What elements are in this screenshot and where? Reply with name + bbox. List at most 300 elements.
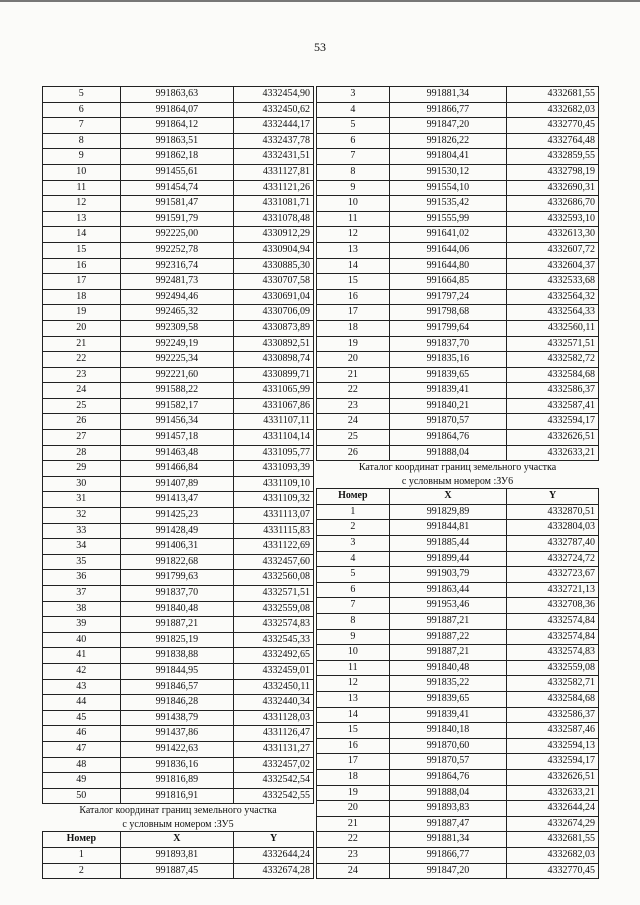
y-coordinate: 4331081,71: [234, 196, 314, 212]
x-coordinate: 991840,48: [389, 660, 507, 676]
point-number: 14: [317, 707, 390, 723]
y-coordinate: 4332674,28: [234, 863, 314, 879]
point-number: 37: [43, 586, 121, 602]
point-number: 33: [43, 523, 121, 539]
y-coordinate: 4330691,04: [234, 289, 314, 305]
y-coordinate: 4332457,60: [234, 554, 314, 570]
y-coordinate: 4332587,46: [507, 723, 599, 739]
y-coordinate: 4332594,13: [507, 738, 599, 754]
x-coordinate: 991839,41: [389, 383, 507, 399]
table-row: [317, 164, 599, 180]
y-coordinate: 4332440,34: [234, 695, 314, 711]
point-number: 5: [317, 118, 390, 134]
table-row: [317, 258, 599, 274]
x-coordinate: 991888,04: [389, 445, 507, 461]
x-coordinate: 991816,89: [120, 773, 234, 789]
x-coordinate: 991466,84: [120, 461, 234, 477]
y-coordinate: 4332626,51: [507, 769, 599, 785]
y-coordinate: 4332593,10: [507, 211, 599, 227]
y-coordinate: 4332584,68: [507, 691, 599, 707]
table-row: [43, 305, 314, 321]
table-row: [317, 676, 599, 692]
y-coordinate: 4332571,51: [507, 336, 599, 352]
point-number: 2: [317, 520, 390, 536]
x-coordinate: 991406,31: [120, 539, 234, 555]
x-coordinate: 991839,41: [389, 707, 507, 723]
point-number: 12: [317, 227, 390, 243]
point-number: 7: [317, 598, 390, 614]
point-number: 45: [43, 710, 121, 726]
table-row: [43, 863, 314, 879]
table-row: [43, 164, 314, 180]
x-coordinate: 991899,44: [389, 551, 507, 567]
point-number: 17: [317, 754, 390, 770]
y-coordinate: 4332764,48: [507, 133, 599, 149]
point-number: 10: [43, 164, 121, 180]
point-number: 26: [317, 445, 390, 461]
point-number: 6: [43, 102, 121, 118]
table-row: [43, 554, 314, 570]
point-number: 47: [43, 741, 121, 757]
table-row: [43, 601, 314, 617]
point-number: 14: [43, 227, 121, 243]
y-coordinate: 4331115,83: [234, 523, 314, 539]
point-number: 19: [317, 336, 390, 352]
x-coordinate: 992225,34: [120, 352, 234, 368]
x-coordinate: 991644,80: [389, 258, 507, 274]
point-number: 9: [317, 629, 390, 645]
y-coordinate: 4332560,11: [507, 320, 599, 336]
table-row: [43, 180, 314, 196]
zu6-table-body: [317, 504, 599, 878]
table-row: [43, 383, 314, 399]
x-coordinate: 991644,06: [389, 242, 507, 258]
y-coordinate: 4332787,40: [507, 536, 599, 552]
table-row: [317, 520, 599, 536]
x-coordinate: 991425,23: [120, 508, 234, 524]
y-coordinate: 4332574,83: [234, 617, 314, 633]
table-row: [317, 707, 599, 723]
x-coordinate: 992225,00: [120, 227, 234, 243]
y-coordinate: 4332690,31: [507, 180, 599, 196]
left-column: [42, 86, 314, 879]
x-coordinate: 991664,85: [389, 274, 507, 290]
point-number: 13: [317, 242, 390, 258]
left-table-body: [43, 87, 314, 804]
x-coordinate: 992249,19: [120, 336, 234, 352]
table-row: [317, 87, 599, 103]
y-coordinate: 4332681,55: [507, 832, 599, 848]
zu5-header-y: Y: [234, 832, 314, 848]
y-coordinate: 4330892,51: [234, 336, 314, 352]
table-row: [317, 180, 599, 196]
y-coordinate: 4332708,36: [507, 598, 599, 614]
table-row: [43, 508, 314, 524]
x-coordinate: 991870,57: [389, 414, 507, 430]
y-coordinate: 4332457,02: [234, 757, 314, 773]
point-number: 23: [317, 847, 390, 863]
x-coordinate: 991581,47: [120, 196, 234, 212]
x-coordinate: 991864,12: [120, 118, 234, 134]
right-column: [316, 86, 599, 879]
y-coordinate: 4332586,37: [507, 707, 599, 723]
point-number: 14: [317, 258, 390, 274]
table-row: [43, 367, 314, 383]
point-number: 8: [317, 614, 390, 630]
x-coordinate: 992465,32: [120, 305, 234, 321]
point-number: 5: [43, 87, 121, 103]
x-coordinate: 991835,22: [389, 676, 507, 692]
point-number: 4: [317, 102, 390, 118]
point-number: 1: [43, 847, 121, 863]
y-coordinate: 4331127,81: [234, 164, 314, 180]
point-number: 49: [43, 773, 121, 789]
x-coordinate: 991863,51: [120, 133, 234, 149]
table-row: [317, 196, 599, 212]
point-number: 24: [317, 414, 390, 430]
x-coordinate: 991840,18: [389, 723, 507, 739]
point-number: 2: [43, 863, 121, 879]
y-coordinate: 4332770,45: [507, 863, 599, 879]
table-row: [317, 660, 599, 676]
point-number: 11: [317, 660, 390, 676]
x-coordinate: 991588,22: [120, 383, 234, 399]
point-number: 38: [43, 601, 121, 617]
point-number: 32: [43, 508, 121, 524]
y-coordinate: 4332770,45: [507, 118, 599, 134]
x-coordinate: 991864,76: [389, 430, 507, 446]
x-coordinate: 991454,74: [120, 180, 234, 196]
y-coordinate: 4332724,72: [507, 551, 599, 567]
y-coordinate: 4331122,69: [234, 539, 314, 555]
x-coordinate: 991887,21: [389, 614, 507, 630]
table-row: [317, 289, 599, 305]
x-coordinate: 991530,12: [389, 164, 507, 180]
y-coordinate: 4332560,08: [234, 570, 314, 586]
table-row: [317, 504, 599, 520]
zu6-caption: [316, 461, 599, 488]
table-row: [317, 645, 599, 661]
x-coordinate: 992494,46: [120, 289, 234, 305]
table-row: [43, 847, 314, 863]
point-number: 10: [317, 196, 390, 212]
y-coordinate: 4331065,99: [234, 383, 314, 399]
table-row: [317, 242, 599, 258]
point-number: 48: [43, 757, 121, 773]
table-row: [317, 816, 599, 832]
table-row: [43, 492, 314, 508]
y-coordinate: 4332870,51: [507, 504, 599, 520]
y-coordinate: 4331131,27: [234, 741, 314, 757]
zu5-header-x: X: [120, 832, 234, 848]
table-row: [43, 710, 314, 726]
x-coordinate: 991457,18: [120, 430, 234, 446]
y-coordinate: 4332533,68: [507, 274, 599, 290]
table-row: [317, 149, 599, 165]
point-number: 24: [43, 383, 121, 399]
y-coordinate: 4332633,21: [507, 785, 599, 801]
x-coordinate: 992481,73: [120, 274, 234, 290]
y-coordinate: 4332604,37: [507, 258, 599, 274]
table-row: [43, 741, 314, 757]
table-row: [317, 754, 599, 770]
x-coordinate: 991887,45: [120, 863, 234, 879]
x-coordinate: 991804,41: [389, 149, 507, 165]
point-number: 6: [317, 133, 390, 149]
point-number: 30: [43, 476, 121, 492]
x-coordinate: 991839,65: [389, 367, 507, 383]
x-coordinate: 991870,60: [389, 738, 507, 754]
table-row: [43, 133, 314, 149]
x-coordinate: 991844,81: [389, 520, 507, 536]
point-number: 15: [43, 242, 121, 258]
y-coordinate: 4332674,29: [507, 816, 599, 832]
point-number: 16: [43, 258, 121, 274]
table-row: [317, 691, 599, 707]
x-coordinate: 991847,20: [389, 863, 507, 879]
point-number: 21: [317, 367, 390, 383]
table-row: [317, 211, 599, 227]
table-row: [43, 476, 314, 492]
x-coordinate: 991864,76: [389, 769, 507, 785]
point-number: 36: [43, 570, 121, 586]
table-row: [317, 133, 599, 149]
y-coordinate: 4331109,32: [234, 492, 314, 508]
zu6-caption-line1: Каталог координат границ земельного участка: [358, 462, 557, 474]
point-number: 27: [43, 430, 121, 446]
point-number: 3: [317, 536, 390, 552]
point-number: 12: [317, 676, 390, 692]
point-number: 17: [43, 274, 121, 290]
point-number: 20: [317, 352, 390, 368]
table-row: [43, 211, 314, 227]
x-coordinate: 991893,83: [389, 801, 507, 817]
y-coordinate: 4332798,19: [507, 164, 599, 180]
page-number: 53: [314, 40, 326, 54]
table-row: [43, 773, 314, 789]
x-coordinate: 992316,74: [120, 258, 234, 274]
x-coordinate: 991822,68: [120, 554, 234, 570]
point-number: 50: [43, 788, 121, 804]
point-number: 18: [317, 320, 390, 336]
table-row: [317, 227, 599, 243]
y-coordinate: 4332682,03: [507, 102, 599, 118]
x-coordinate: 991555,99: [389, 211, 507, 227]
point-number: 17: [317, 305, 390, 321]
y-coordinate: 4332564,33: [507, 305, 599, 321]
point-number: 24: [317, 863, 390, 879]
point-number: 12: [43, 196, 121, 212]
y-coordinate: 4332454,90: [234, 87, 314, 103]
zu5-caption-line2: с условным номером :ЗУ5: [122, 818, 234, 830]
point-number: 35: [43, 554, 121, 570]
x-coordinate: 991888,04: [389, 785, 507, 801]
point-number: 20: [317, 801, 390, 817]
x-coordinate: 991840,48: [120, 601, 234, 617]
table-row: [317, 274, 599, 290]
zu5-table-body: [43, 847, 314, 878]
point-number: 1: [317, 504, 390, 520]
table-row: [317, 352, 599, 368]
point-number: 23: [43, 367, 121, 383]
y-coordinate: 4332450,62: [234, 102, 314, 118]
table-row: [43, 414, 314, 430]
y-coordinate: 4332859,55: [507, 149, 599, 165]
y-coordinate: 4330899,71: [234, 367, 314, 383]
point-number: 18: [317, 769, 390, 785]
x-coordinate: 991641,02: [389, 227, 507, 243]
x-coordinate: 992309,58: [120, 320, 234, 336]
table-row: [317, 320, 599, 336]
table-row: [317, 536, 599, 552]
y-coordinate: 4331067,86: [234, 398, 314, 414]
x-coordinate: 991903,79: [389, 567, 507, 583]
x-coordinate: 991885,44: [389, 536, 507, 552]
x-coordinate: 991591,79: [120, 211, 234, 227]
y-coordinate: 4332559,08: [234, 601, 314, 617]
table-row: [317, 723, 599, 739]
point-number: 9: [43, 149, 121, 165]
x-coordinate: 991826,22: [389, 133, 507, 149]
zu5-caption-line1: Каталог координат границ земельного участка: [79, 805, 277, 817]
x-coordinate: 991864,07: [120, 102, 234, 118]
zu5-header-number: Номер: [43, 832, 121, 848]
x-coordinate: 991438,79: [120, 710, 234, 726]
x-coordinate: 991407,89: [120, 476, 234, 492]
point-number: 23: [317, 398, 390, 414]
point-number: 13: [317, 691, 390, 707]
point-number: 11: [43, 180, 121, 196]
x-coordinate: 991422,63: [120, 741, 234, 757]
y-coordinate: 4331095,77: [234, 445, 314, 461]
y-coordinate: 4330873,89: [234, 320, 314, 336]
y-coordinate: 4332582,71: [507, 676, 599, 692]
table-row: [317, 383, 599, 399]
point-number: 16: [317, 289, 390, 305]
table-row: [317, 445, 599, 461]
y-coordinate: 4330898,74: [234, 352, 314, 368]
zu6-header-y: Y: [507, 489, 599, 505]
x-coordinate: 991797,24: [389, 289, 507, 305]
x-coordinate: 991437,86: [120, 726, 234, 742]
table-row: [43, 695, 314, 711]
x-coordinate: 991887,22: [389, 629, 507, 645]
table-row: [317, 769, 599, 785]
table-row: [43, 523, 314, 539]
x-coordinate: 991535,42: [389, 196, 507, 212]
table-row: [43, 149, 314, 165]
y-coordinate: 4332574,83: [507, 645, 599, 661]
x-coordinate: 991846,28: [120, 695, 234, 711]
x-coordinate: 992221,60: [120, 367, 234, 383]
y-coordinate: 4332559,08: [507, 660, 599, 676]
y-coordinate: 4332644,24: [234, 847, 314, 863]
table-row: [317, 847, 599, 863]
point-number: 39: [43, 617, 121, 633]
table-row: [43, 320, 314, 336]
y-coordinate: 4332571,51: [234, 586, 314, 602]
point-number: 21: [317, 816, 390, 832]
y-coordinate: 4332721,13: [507, 582, 599, 598]
point-number: 13: [43, 211, 121, 227]
y-coordinate: 4332574,84: [507, 614, 599, 630]
y-coordinate: 4332542,55: [234, 788, 314, 804]
point-number: 7: [43, 118, 121, 134]
left-coordinates-table: [42, 86, 314, 804]
y-coordinate: 4331121,26: [234, 180, 314, 196]
y-coordinate: 4331078,48: [234, 211, 314, 227]
x-coordinate: 991835,16: [389, 352, 507, 368]
point-number: 8: [317, 164, 390, 180]
table-row: [43, 788, 314, 804]
x-coordinate: 991863,63: [120, 87, 234, 103]
point-number: 22: [317, 832, 390, 848]
x-coordinate: 991836,16: [120, 757, 234, 773]
point-number: 25: [43, 398, 121, 414]
x-coordinate: 991413,47: [120, 492, 234, 508]
point-number: 22: [43, 352, 121, 368]
y-coordinate: 4330707,58: [234, 274, 314, 290]
table-row: [317, 118, 599, 134]
y-coordinate: 4332607,72: [507, 242, 599, 258]
x-coordinate: 991887,21: [120, 617, 234, 633]
x-coordinate: 992252,78: [120, 242, 234, 258]
x-coordinate: 991840,21: [389, 398, 507, 414]
y-coordinate: 4332681,55: [507, 87, 599, 103]
point-number: 41: [43, 648, 121, 664]
point-number: 20: [43, 320, 121, 336]
table-row: [43, 118, 314, 134]
point-number: 3: [317, 87, 390, 103]
x-coordinate: 991455,61: [120, 164, 234, 180]
table-row: [317, 336, 599, 352]
table-row: [43, 242, 314, 258]
table-row: [43, 445, 314, 461]
y-coordinate: 4330885,30: [234, 258, 314, 274]
table-row: [317, 367, 599, 383]
table-row: [43, 570, 314, 586]
table-row: [43, 336, 314, 352]
table-row: [43, 398, 314, 414]
x-coordinate: 991463,48: [120, 445, 234, 461]
y-coordinate: 4332437,78: [234, 133, 314, 149]
table-row: [317, 801, 599, 817]
y-coordinate: 4332587,41: [507, 398, 599, 414]
table-row: [317, 567, 599, 583]
x-coordinate: 991887,21: [389, 645, 507, 661]
table-row: [43, 586, 314, 602]
point-number: 26: [43, 414, 121, 430]
y-coordinate: 4332804,03: [507, 520, 599, 536]
y-coordinate: 4332594,17: [507, 754, 599, 770]
point-number: 40: [43, 632, 121, 648]
right-table-body: [317, 87, 599, 461]
y-coordinate: 4332626,51: [507, 430, 599, 446]
table-row: [317, 785, 599, 801]
x-coordinate: 991953,46: [389, 598, 507, 614]
table-row: [43, 726, 314, 742]
y-coordinate: 4331126,47: [234, 726, 314, 742]
y-coordinate: 4331093,39: [234, 461, 314, 477]
zu6-header-row: [317, 489, 599, 505]
x-coordinate: 991798,68: [389, 305, 507, 321]
table-row: [317, 305, 599, 321]
table-row: [43, 648, 314, 664]
x-coordinate: 991837,70: [120, 586, 234, 602]
x-coordinate: 991847,20: [389, 118, 507, 134]
point-number: 25: [317, 430, 390, 446]
x-coordinate: 991839,65: [389, 691, 507, 707]
